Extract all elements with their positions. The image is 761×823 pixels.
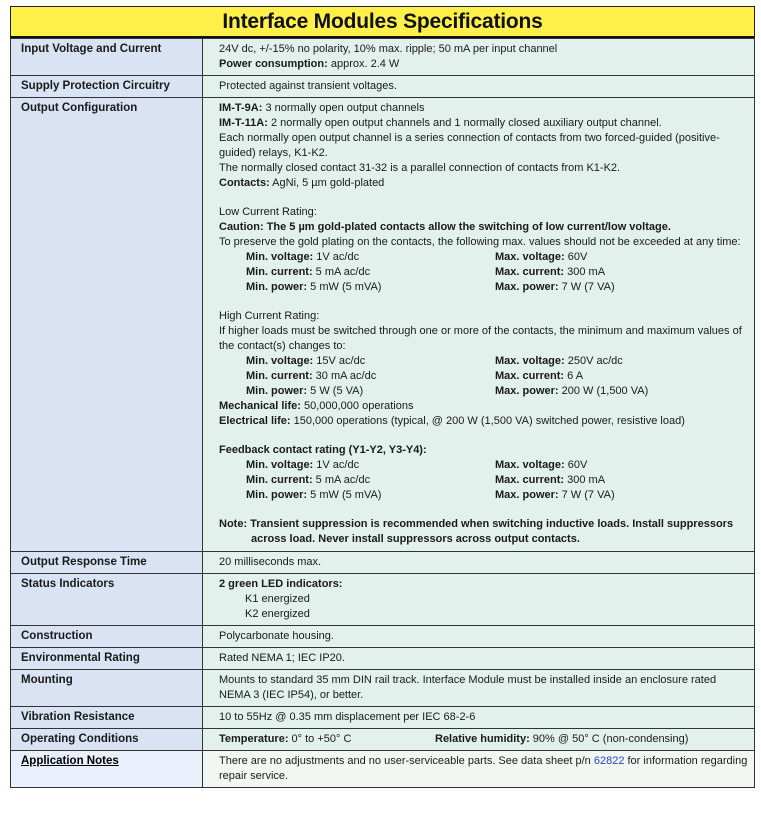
spec-row bbox=[219, 354, 748, 369]
row-label bbox=[11, 751, 203, 788]
power-consumption-value: approx. 2.4 W bbox=[327, 58, 400, 70]
input-voltage-text: 24V dc, +/-15% no polarity, 10% max. ripple; 50 mA per input channel bbox=[219, 43, 558, 55]
spec-max-value: 300 mA bbox=[564, 474, 606, 486]
spec-max-label: Max. voltage: bbox=[495, 355, 565, 367]
spec-min-value: 15V ac/dc bbox=[313, 355, 366, 367]
humidity-label: Relative humidity: bbox=[435, 733, 530, 745]
table-row bbox=[11, 707, 755, 729]
caution-text: Caution: The 5 µm gold-plated contacts allow the switching of low current/low voltage. bbox=[219, 221, 671, 233]
spec-max-value: 60V bbox=[564, 251, 588, 263]
mechanical-life-text: 50,000,000 operations bbox=[300, 400, 414, 412]
transient-note: Note: Transient suppression is recommended when switching inductive loads. Install suppressors across load. Never install suppressors across output contacts. bbox=[219, 518, 734, 545]
spec-min-value: 30 mA ac/dc bbox=[312, 370, 377, 382]
im-t-9a-label: IM-T-9A: bbox=[219, 102, 263, 114]
spec-row bbox=[219, 369, 748, 384]
row-label: Supply Protection Circuitry bbox=[11, 76, 203, 98]
row-value: Protected against transient voltages. bbox=[203, 76, 755, 98]
spec-min-label: Min. power: bbox=[246, 489, 308, 501]
spec-row bbox=[219, 458, 748, 473]
spec-min-value: 1V ac/dc bbox=[313, 251, 360, 263]
contacts-text: AgNi, 5 µm gold-plated bbox=[269, 177, 385, 189]
spec-max-label: Max. power: bbox=[495, 281, 559, 293]
spec-max-value: 7 W (7 VA) bbox=[558, 489, 615, 501]
spec-sheet bbox=[10, 6, 755, 788]
row-label: Mounting bbox=[11, 670, 203, 707]
page-title: Interface Modules Specifications bbox=[10, 6, 755, 38]
table-row bbox=[11, 729, 755, 751]
spec-min-value: 5 mW (5 mVA) bbox=[307, 489, 382, 501]
series-connection-text: Each normally open output channel is a series connection of contacts from two forced-guided (positive-guided) relays, K1-K2. bbox=[219, 132, 720, 159]
electrical-life-text: 150,000 operations (typical, @ 200 W (1,500 VA) switched power, resistive load) bbox=[290, 415, 685, 427]
row-value bbox=[203, 39, 755, 76]
mechanical-life-label: Mechanical life: bbox=[219, 400, 301, 412]
application-notes-label: Application Notes bbox=[21, 755, 119, 767]
spec-min-value: 5 mA ac/dc bbox=[312, 474, 371, 486]
im-t-11a-text: 2 normally open output channels and 1 normally closed auxiliary output channel. bbox=[267, 117, 662, 129]
high-current-specs bbox=[219, 354, 748, 399]
row-value: 20 milliseconds max. bbox=[203, 552, 755, 574]
spec-min-label: Min. power: bbox=[246, 385, 308, 397]
row-label: Vibration Resistance bbox=[11, 707, 203, 729]
led-heading: 2 green LED indicators: bbox=[219, 578, 343, 590]
spec-row bbox=[219, 280, 748, 295]
spec-row bbox=[219, 384, 748, 399]
row-value bbox=[203, 751, 755, 788]
table-row bbox=[11, 670, 755, 707]
spec-max-label: Max. voltage: bbox=[495, 459, 565, 471]
row-value: Rated NEMA 1; IEC IP20. bbox=[203, 648, 755, 670]
table-row bbox=[11, 98, 755, 552]
spec-row bbox=[219, 488, 748, 503]
spec-min-value: 5 mW (5 mVA) bbox=[307, 281, 382, 293]
table-row bbox=[11, 39, 755, 76]
row-value bbox=[203, 729, 755, 751]
high-current-heading: High Current Rating: bbox=[219, 310, 320, 322]
application-notes-text: There are no adjustments and no user-serviceable parts. See data sheet p/n bbox=[219, 755, 594, 767]
low-current-heading: Low Current Rating: bbox=[219, 206, 317, 218]
high-current-text: If higher loads must be switched through one or more of the contacts, the minimum and maximum values of the contact(s) changes to: bbox=[219, 325, 742, 352]
table-row bbox=[11, 751, 755, 788]
preserve-text: To preserve the gold plating on the contacts, the following max. values should not be exceeded at any time: bbox=[219, 236, 741, 248]
normally-closed-text: The normally closed contact 31-32 is a parallel connection of contacts from K1-K2. bbox=[219, 162, 621, 174]
row-value: 10 to 55Hz @ 0.35 mm displacement per IEC 68-2-6 bbox=[203, 707, 755, 729]
spec-max-label: Max. voltage: bbox=[495, 251, 565, 263]
row-label: Output Response Time bbox=[11, 552, 203, 574]
spec-max-value: 200 W (1,500 VA) bbox=[558, 385, 649, 397]
table-row bbox=[11, 574, 755, 626]
application-notes-text-end: for information regarding repair service. bbox=[219, 755, 748, 782]
row-label: Environmental Rating bbox=[11, 648, 203, 670]
spec-min-label: Min. current: bbox=[246, 474, 313, 486]
spec-table bbox=[10, 38, 755, 788]
row-value bbox=[203, 574, 755, 626]
table-row bbox=[11, 626, 755, 648]
spec-max-value: 7 W (7 VA) bbox=[558, 281, 615, 293]
power-consumption-label: Power consumption: bbox=[219, 58, 328, 70]
spec-min-label: Min. power: bbox=[246, 281, 308, 293]
humidity-value: 90% @ 50° C (non-condensing) bbox=[529, 733, 689, 745]
spec-row bbox=[219, 250, 748, 265]
row-label: Operating Conditions bbox=[11, 729, 203, 751]
spec-min-value: 5 W (5 VA) bbox=[307, 385, 364, 397]
table-row bbox=[11, 648, 755, 670]
spec-min-value: 5 mA ac/dc bbox=[312, 266, 371, 278]
im-t-9a-text: 3 normally open output channels bbox=[262, 102, 425, 114]
datasheet-link[interactable]: 62822 bbox=[593, 755, 625, 767]
row-value: Mounts to standard 35 mm DIN rail track. Interface Module must be installed inside an enclosure rated NEMA 3 (IEC IP54), or better. bbox=[203, 670, 755, 707]
spec-max-label: Max. current: bbox=[495, 266, 565, 278]
spec-min-label: Min. current: bbox=[246, 370, 313, 382]
electrical-life-label: Electrical life: bbox=[219, 415, 291, 427]
spec-max-label: Max. power: bbox=[495, 489, 559, 501]
row-label: Input Voltage and Current bbox=[11, 39, 203, 76]
row-label: Output Configuration bbox=[11, 98, 203, 552]
spec-min-label: Min. voltage: bbox=[246, 355, 314, 367]
spec-max-value: 300 mA bbox=[564, 266, 606, 278]
row-value: Polycarbonate housing. bbox=[203, 626, 755, 648]
spec-min-label: Min. current: bbox=[246, 266, 313, 278]
spec-row bbox=[219, 473, 748, 488]
spec-min-value: 1V ac/dc bbox=[313, 459, 360, 471]
low-current-specs bbox=[219, 250, 748, 295]
feedback-heading: Feedback contact rating (Y1-Y2, Y3-Y4): bbox=[219, 444, 427, 456]
led-item: K2 energized bbox=[245, 608, 310, 620]
im-t-11a-label: IM-T-11A: bbox=[219, 117, 268, 129]
row-value bbox=[203, 98, 755, 552]
contacts-label: Contacts: bbox=[219, 177, 270, 189]
spec-max-label: Max. current: bbox=[495, 474, 565, 486]
spec-max-value: 6 A bbox=[564, 370, 584, 382]
spec-max-label: Max. power: bbox=[495, 385, 559, 397]
spec-min-label: Min. voltage: bbox=[246, 459, 314, 471]
temperature-label: Temperature: bbox=[219, 733, 289, 745]
spec-max-value: 60V bbox=[564, 459, 588, 471]
temperature-value: 0° to +50° C bbox=[288, 733, 352, 745]
spec-max-label: Max. current: bbox=[495, 370, 565, 382]
row-label: Status Indicators bbox=[11, 574, 203, 626]
spec-min-label: Min. voltage: bbox=[246, 251, 314, 263]
table-row bbox=[11, 76, 755, 98]
feedback-specs bbox=[219, 458, 748, 503]
spec-row bbox=[219, 265, 748, 280]
led-item: K1 energized bbox=[245, 593, 310, 605]
table-row bbox=[11, 552, 755, 574]
spec-max-value: 250V ac/dc bbox=[564, 355, 623, 367]
row-label: Construction bbox=[11, 626, 203, 648]
